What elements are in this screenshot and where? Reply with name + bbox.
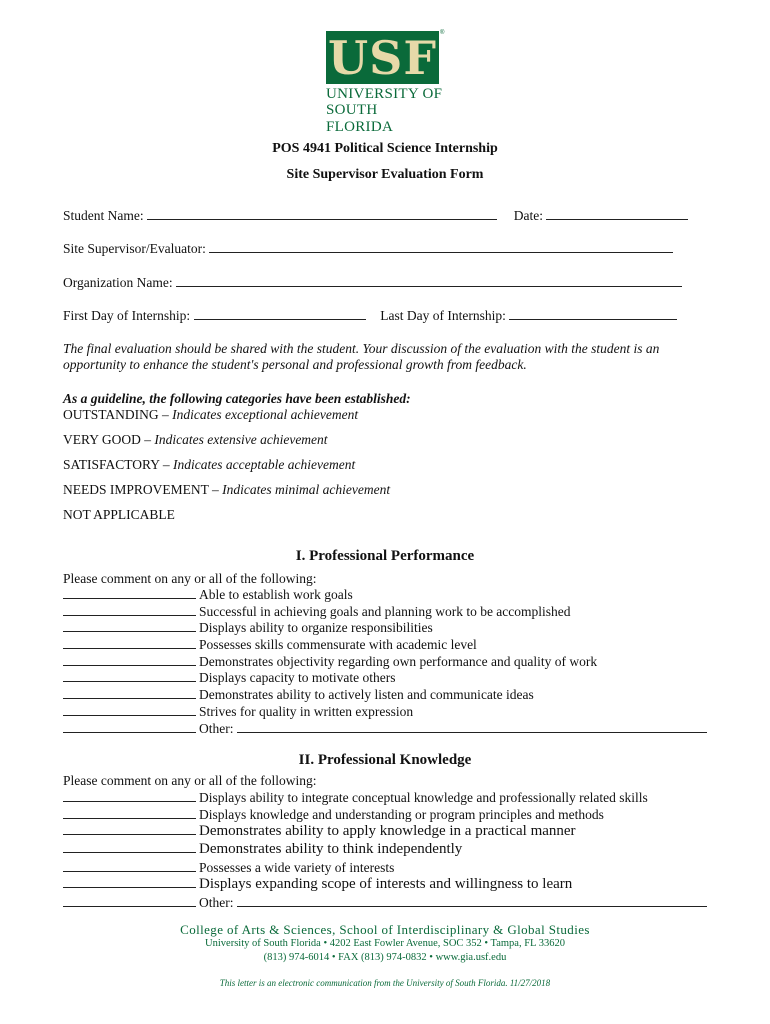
category-desc: Indicates exceptional achievement bbox=[172, 407, 359, 422]
rating-blank[interactable] bbox=[63, 621, 196, 632]
other-label: Other: bbox=[199, 721, 234, 736]
section-1-item bbox=[63, 636, 477, 653]
category-very-good: VERY GOOD – Indicates extensive achievement bbox=[63, 432, 328, 447]
section-1-item bbox=[63, 686, 534, 703]
section-1-item bbox=[63, 586, 353, 603]
registered-mark: ® bbox=[440, 30, 445, 36]
logo-line-1: UNIVERSITY OF bbox=[326, 86, 443, 102]
rating-blank[interactable] bbox=[63, 655, 196, 666]
date-label: Date: bbox=[513, 208, 543, 223]
category-needs-improvement: NEEDS IMPROVEMENT – Indicates minimal achievement bbox=[63, 482, 391, 497]
logo-line-2: SOUTH FLORIDA bbox=[326, 102, 394, 135]
section-2-item bbox=[63, 789, 648, 806]
rating-blank[interactable] bbox=[63, 824, 196, 835]
rating-blank[interactable] bbox=[63, 638, 196, 649]
item-label: Displays expanding scope of interests and willingness to learn bbox=[199, 876, 573, 892]
other-label: Other: bbox=[199, 895, 234, 910]
category-name: NOT APPLICABLE bbox=[63, 507, 175, 522]
last-day-field[interactable] bbox=[509, 309, 677, 320]
item-label: Displays ability to organize responsibilities bbox=[199, 620, 433, 635]
item-label: Displays capacity to motivate others bbox=[199, 670, 396, 685]
internship-dates-row bbox=[63, 308, 677, 324]
section-2-prompt: Please comment on any or all of the following: bbox=[63, 773, 317, 788]
footer-college: College of Arts & Sciences, School of Interdisciplinary & Global Studies bbox=[180, 922, 590, 937]
item-label: Strives for quality in written expression bbox=[199, 704, 414, 719]
item-label: Possesses skills commensurate with academic level bbox=[199, 637, 477, 652]
section-2-other bbox=[63, 894, 710, 911]
other-field[interactable] bbox=[237, 896, 707, 907]
student-name-label: Student Name: bbox=[63, 208, 144, 223]
item-label: Demonstrates ability to think independently bbox=[199, 841, 463, 857]
rating-blank[interactable] bbox=[63, 605, 196, 616]
category-outstanding: OUTSTANDING – Indicates exceptional achievement bbox=[63, 407, 359, 422]
rating-blank[interactable] bbox=[63, 791, 196, 802]
section-2-item bbox=[63, 806, 604, 823]
item-label: Demonstrates ability to apply knowledge in a practical manner bbox=[199, 823, 576, 839]
footer-contact: (813) 974-6014 • FAX (813) 974-0832 • www.gia.usf.edu bbox=[263, 952, 507, 963]
student-name-field[interactable] bbox=[147, 209, 497, 220]
category-name: VERY GOOD bbox=[63, 432, 141, 447]
rating-blank[interactable] bbox=[63, 877, 196, 888]
student-name-row bbox=[63, 208, 688, 224]
section-2-title: II. Professional Knowledge bbox=[298, 752, 472, 768]
footer-address: University of South Florida • 4202 East Fowler Avenue, SOC 352 • Tampa, FL 33620 bbox=[205, 938, 565, 949]
organization-label: Organization Name: bbox=[63, 275, 173, 290]
item-label: Successful in achieving goals and planning work to be accomplished bbox=[199, 604, 571, 619]
section-1-prompt: Please comment on any or all of the following: bbox=[63, 571, 317, 586]
organization-row bbox=[63, 275, 682, 291]
section-2-item bbox=[63, 841, 462, 858]
item-label: Demonstrates ability to actively listen and communicate ideas bbox=[199, 687, 534, 702]
item-label: Demonstrates objectivity regarding own performance and quality of work bbox=[199, 654, 598, 669]
course-title: POS 4941 Political Science Internship bbox=[272, 141, 498, 156]
category-desc: Indicates extensive achievement bbox=[154, 432, 328, 447]
section-1-item bbox=[63, 619, 433, 636]
section-1-item bbox=[63, 703, 413, 720]
section-1-title: I. Professional Performance bbox=[295, 548, 475, 564]
intro-paragraph: The final evaluation should be shared with the student. Your discussion of the evaluation with the student is an opportunity to enhance the student's personal and professional growth from feedback. bbox=[63, 341, 660, 372]
category-desc: Indicates acceptable achievement bbox=[173, 457, 356, 472]
first-day-label: First Day of Internship: bbox=[63, 308, 191, 323]
site-supervisor-row bbox=[63, 241, 673, 257]
guideline-heading: As a guideline, the following categories have been established: bbox=[63, 391, 411, 406]
last-day-label: Last Day of Internship: bbox=[380, 308, 506, 323]
organization-field[interactable] bbox=[176, 276, 682, 287]
category-satisfactory: SATISFACTORY – Indicates acceptable achievement bbox=[63, 457, 356, 472]
section-2-item bbox=[63, 859, 394, 876]
item-label: Displays knowledge and understanding or program principles and methods bbox=[199, 807, 604, 822]
rating-blank[interactable] bbox=[63, 671, 196, 682]
logo-letters: USF bbox=[328, 31, 437, 85]
first-day-field[interactable] bbox=[194, 309, 366, 320]
section-1-item bbox=[63, 603, 571, 620]
rating-blank[interactable] bbox=[63, 861, 196, 872]
site-supervisor-label: Site Supervisor/Evaluator: bbox=[63, 241, 206, 256]
section-1-item bbox=[63, 669, 395, 686]
rating-blank[interactable] bbox=[63, 808, 196, 819]
rating-blank[interactable] bbox=[63, 896, 196, 907]
category-name: NEEDS IMPROVEMENT bbox=[63, 482, 209, 497]
form-title: Site Supervisor Evaluation Form bbox=[286, 167, 484, 182]
rating-blank[interactable] bbox=[63, 688, 196, 699]
section-2-item bbox=[63, 876, 572, 893]
category-name: OUTSTANDING bbox=[63, 407, 159, 422]
category-not-applicable bbox=[63, 507, 175, 523]
footer-note: This letter is an electronic communication from the University of South Florida. 11/27/2018 bbox=[219, 978, 551, 988]
rating-blank[interactable] bbox=[63, 722, 196, 733]
category-desc: Indicates minimal achievement bbox=[222, 482, 391, 497]
rating-blank[interactable] bbox=[63, 842, 196, 853]
section-2-item bbox=[63, 823, 576, 840]
date-field[interactable] bbox=[546, 209, 688, 220]
section-1-other bbox=[63, 720, 710, 737]
section-1-item bbox=[63, 653, 597, 670]
rating-blank[interactable] bbox=[63, 705, 196, 716]
rating-blank[interactable] bbox=[63, 588, 196, 599]
item-label: Able to establish work goals bbox=[199, 587, 353, 602]
usf-logo bbox=[326, 31, 439, 84]
item-label: Displays ability to integrate conceptual knowledge and professionally related skills bbox=[199, 790, 648, 805]
other-field[interactable] bbox=[237, 722, 707, 733]
item-label: Possesses a wide variety of interests bbox=[199, 860, 395, 875]
site-supervisor-field[interactable] bbox=[209, 242, 673, 253]
category-name: SATISFACTORY bbox=[63, 457, 160, 472]
